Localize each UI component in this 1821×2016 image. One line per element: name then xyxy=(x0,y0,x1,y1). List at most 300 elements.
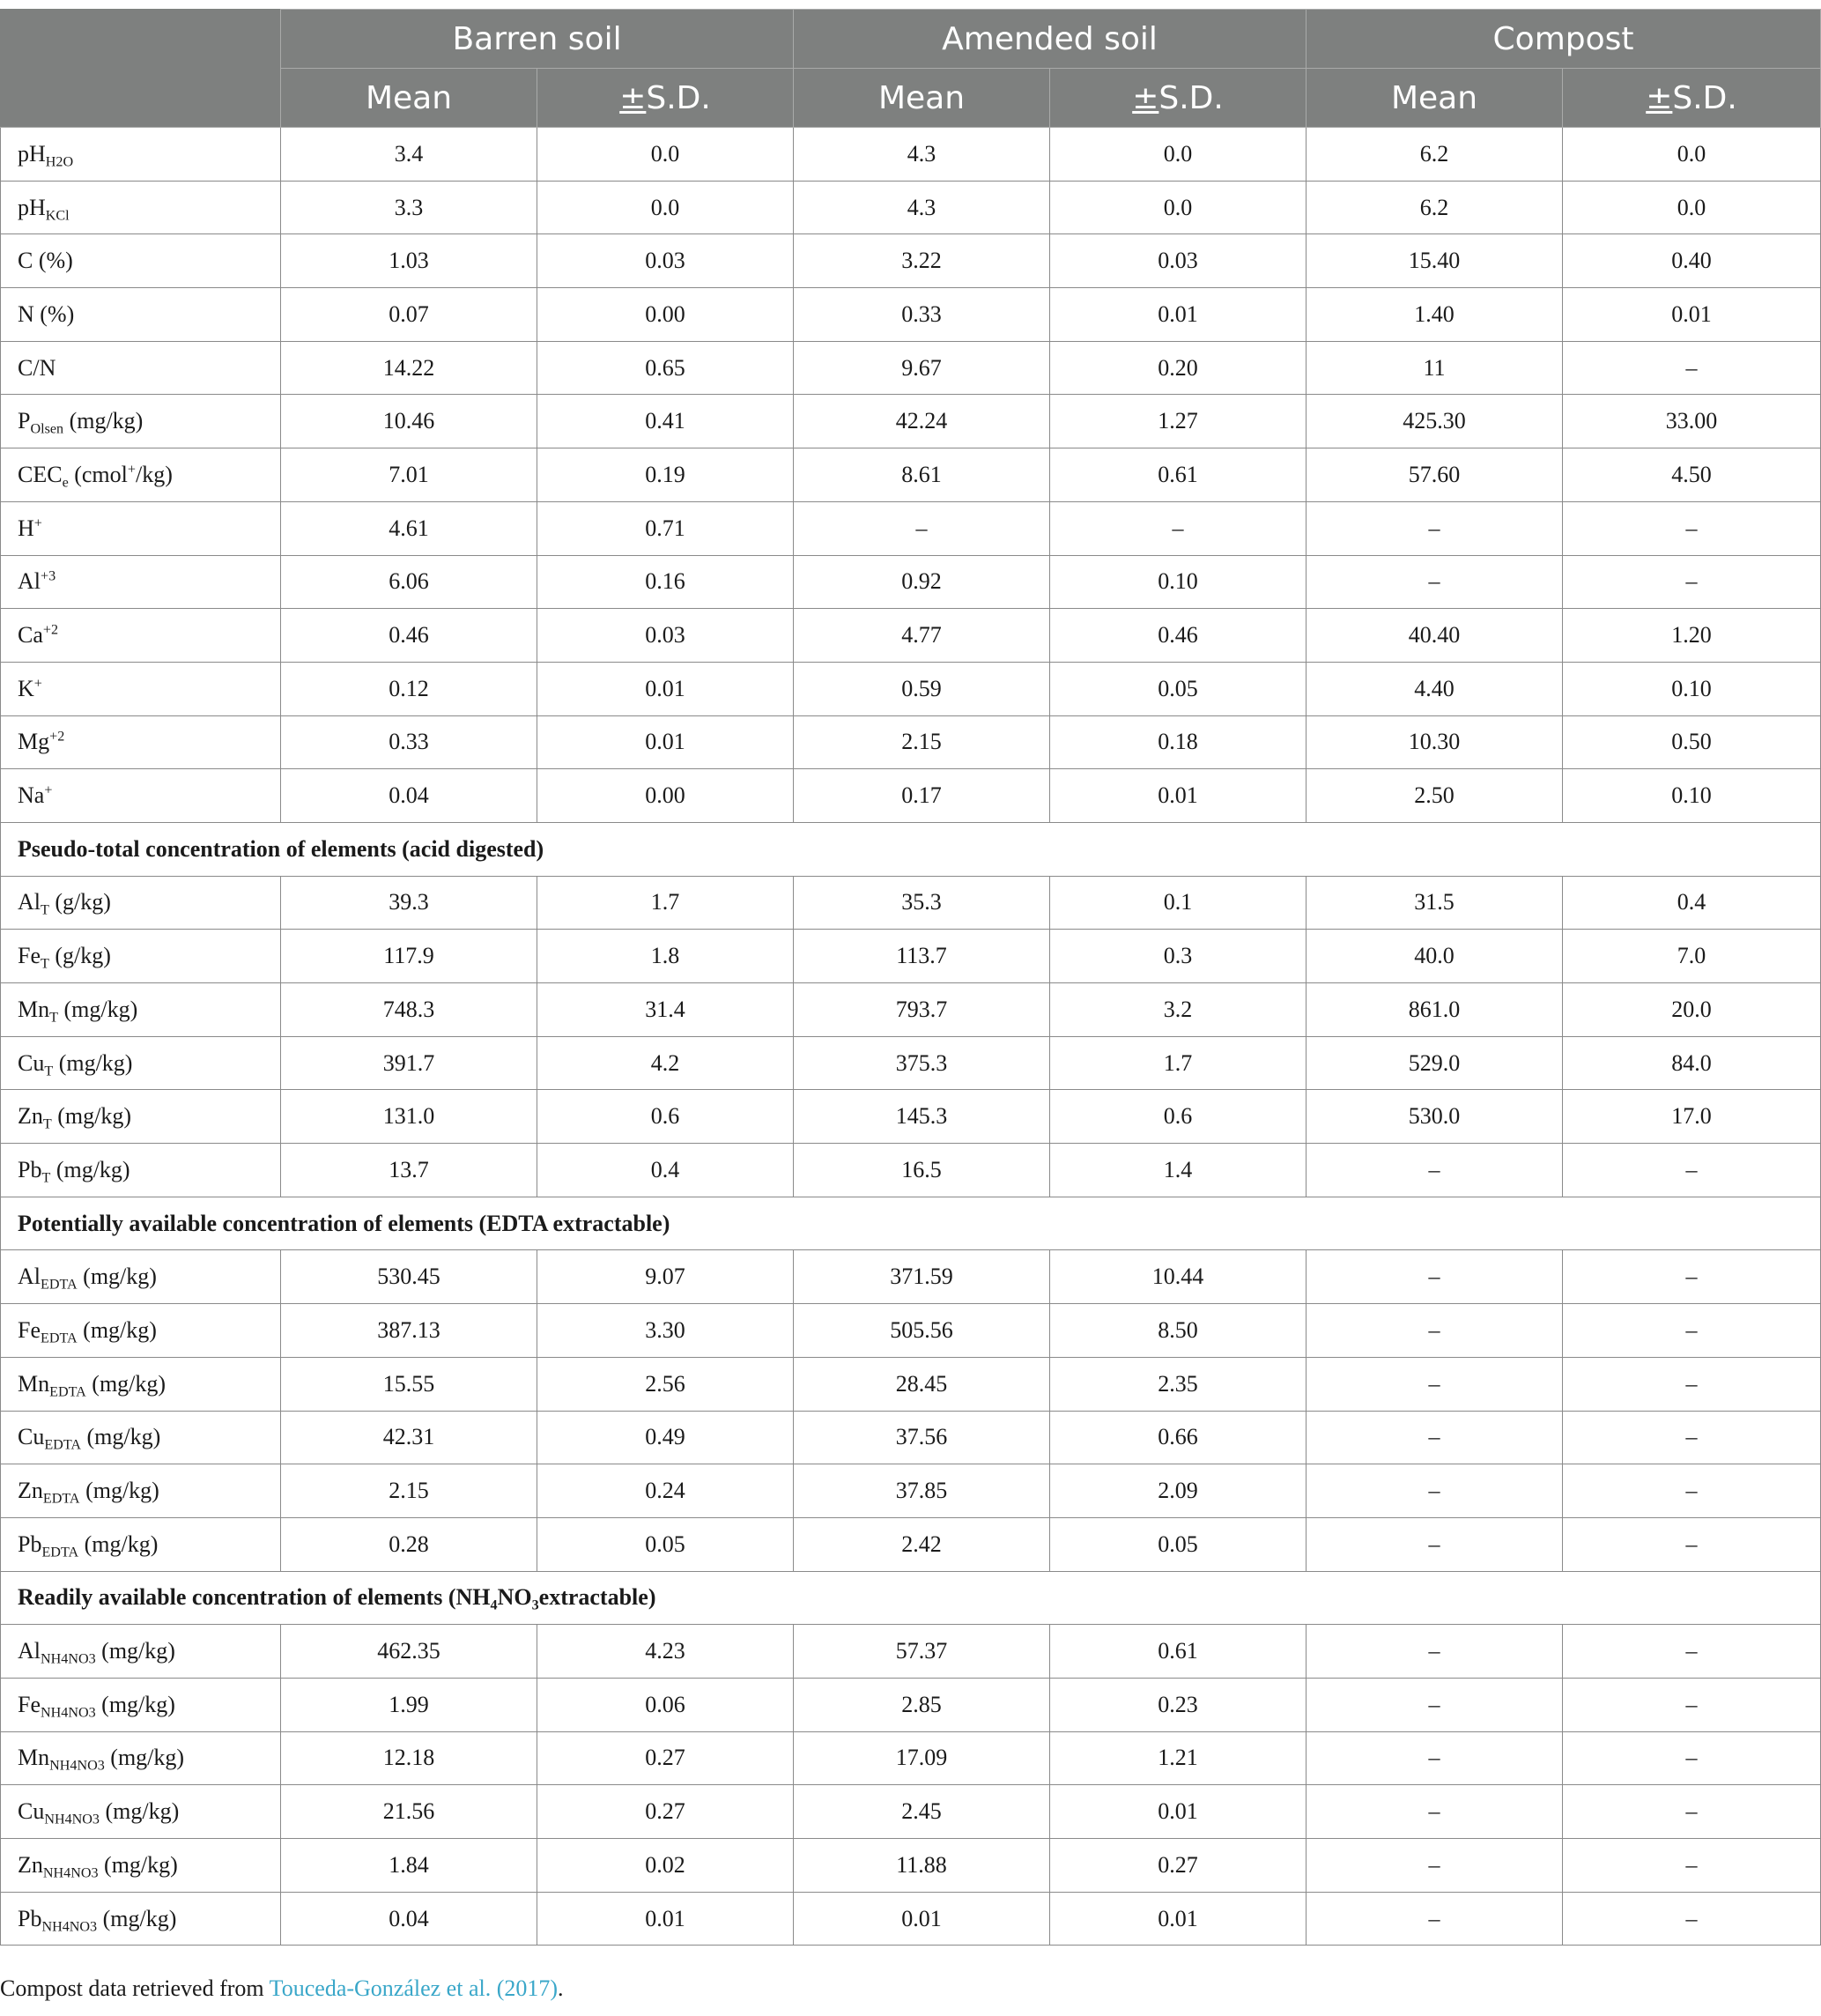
amended-sd-cell: 10.44 xyxy=(1050,1250,1307,1304)
parameter-base: Al xyxy=(18,1264,41,1290)
compost-mean-cell: 529.0 xyxy=(1307,1036,1563,1090)
barren-mean-cell: 0.04 xyxy=(281,1892,537,1946)
header-sd-label: S.D. xyxy=(1672,79,1737,116)
parameter-base: Al xyxy=(18,889,41,915)
barren-mean-cell: 15.55 xyxy=(281,1357,537,1411)
compost-sd-cell: – xyxy=(1563,1839,1821,1893)
section-title-base: Pseudo-total concentration of elements (acid digested) xyxy=(18,835,544,862)
compost-sd-cell: 4.50 xyxy=(1563,448,1821,502)
barren-sd-cell: 0.01 xyxy=(537,662,794,715)
table-row xyxy=(1,234,1821,288)
amended-sd-cell: 1.7 xyxy=(1050,1036,1307,1090)
header-corner-cell xyxy=(1,10,281,128)
barren-sd-cell: 2.56 xyxy=(537,1357,794,1411)
parameter-sup: +2 xyxy=(49,729,65,745)
table-row xyxy=(1,341,1821,395)
barren-mean-cell: 12.18 xyxy=(281,1731,537,1785)
barren-mean-cell: 391.7 xyxy=(281,1036,537,1090)
parameter-rest: (mg/kg) xyxy=(81,1424,161,1450)
parameter-base: pH xyxy=(18,194,46,220)
compost-sd-cell: 84.0 xyxy=(1563,1036,1821,1090)
compost-mean-cell: – xyxy=(1307,1785,1563,1839)
compost-sd-cell: – xyxy=(1563,1731,1821,1785)
compost-sd-cell: – xyxy=(1563,341,1821,395)
section-header-row xyxy=(1,1571,1821,1625)
compost-sd-cell: – xyxy=(1563,1678,1821,1731)
compost-sd-cell: – xyxy=(1563,1892,1821,1946)
table-row xyxy=(1,1517,1821,1571)
parameter-base: P xyxy=(18,408,31,434)
compost-sd-cell: – xyxy=(1563,501,1821,555)
barren-mean-cell: 1.03 xyxy=(281,234,537,288)
table-row xyxy=(1,501,1821,555)
amended-sd-cell: 2.35 xyxy=(1050,1357,1307,1411)
compost-mean-cell: – xyxy=(1307,501,1563,555)
parameter-base: Fe xyxy=(18,1316,41,1343)
barren-mean-cell: 1.99 xyxy=(281,1678,537,1731)
amended-mean-cell: 4.77 xyxy=(794,609,1050,663)
parameter-sub: NH4NO3 xyxy=(42,1865,99,1881)
compost-sd-cell: 0.4 xyxy=(1563,876,1821,930)
compost-sd-cell: 0.40 xyxy=(1563,234,1821,288)
parameter-base: H xyxy=(18,515,34,541)
parameter-sup2: + xyxy=(127,462,136,478)
compost-sd-cell: 0.50 xyxy=(1563,715,1821,769)
table-row xyxy=(1,1411,1821,1464)
parameter-rest: (mg/kg) xyxy=(53,1049,133,1076)
section-title xyxy=(1,1571,1821,1625)
amended-mean-cell: 11.88 xyxy=(794,1839,1050,1893)
parameter-rest: (mg/kg) xyxy=(95,1638,175,1664)
barren-sd-cell: 0.4 xyxy=(537,1144,794,1197)
section-title-sub2: 3 xyxy=(531,1598,539,1614)
header-sd xyxy=(537,69,794,128)
amended-sd-cell: 0.46 xyxy=(1050,609,1307,663)
barren-sd-cell: 0.49 xyxy=(537,1411,794,1464)
parameter-base: Al xyxy=(18,1638,41,1664)
compost-sd-cell: – xyxy=(1563,1517,1821,1571)
barren-mean-cell: 131.0 xyxy=(281,1090,537,1144)
barren-mean-cell: 42.31 xyxy=(281,1411,537,1464)
compost-sd-cell: 0.10 xyxy=(1563,769,1821,823)
table-row xyxy=(1,1839,1821,1893)
parameter-cell xyxy=(1,1731,281,1785)
section-title-mid: NO xyxy=(497,1584,532,1611)
parameter-rest: (mg/kg) xyxy=(98,1851,178,1878)
barren-sd-cell: 0.41 xyxy=(537,395,794,448)
amended-sd-cell: 0.05 xyxy=(1050,1517,1307,1571)
section-title xyxy=(1,1197,1821,1250)
parameter-base: Pb xyxy=(18,1531,42,1557)
parameter-base: Al xyxy=(18,568,41,595)
parameter-rest: (mg/kg) xyxy=(95,1691,175,1717)
barren-mean-cell: 1.84 xyxy=(281,1839,537,1893)
parameter-rest: (g/kg) xyxy=(48,943,111,969)
barren-mean-cell: 3.4 xyxy=(281,128,537,182)
parameter-rest: (mg/kg) xyxy=(100,1798,180,1825)
parameter-cell xyxy=(1,1517,281,1571)
barren-sd-cell: 0.03 xyxy=(537,609,794,663)
parameter-sub: T xyxy=(41,1170,51,1186)
header-sd-label: S.D. xyxy=(1158,79,1224,116)
plus-minus-symbol: ± xyxy=(1646,79,1673,116)
amended-mean-cell: 4.3 xyxy=(794,181,1050,234)
amended-mean-cell: 9.67 xyxy=(794,341,1050,395)
compost-sd-cell: – xyxy=(1563,1304,1821,1358)
barren-sd-cell: 0.01 xyxy=(537,1892,794,1946)
barren-mean-cell: 387.13 xyxy=(281,1304,537,1358)
amended-mean-cell: 371.59 xyxy=(794,1250,1050,1304)
parameter-base: Pb xyxy=(18,1905,42,1931)
amended-sd-cell: 0.0 xyxy=(1050,128,1307,182)
parameter-rest: (mg/kg) xyxy=(78,1531,159,1557)
amended-mean-cell: 35.3 xyxy=(794,876,1050,930)
header-group-compost: Compost xyxy=(1307,10,1821,69)
parameter-sup: + xyxy=(33,515,42,530)
amended-mean-cell: 4.3 xyxy=(794,128,1050,182)
barren-mean-cell: 0.04 xyxy=(281,769,537,823)
parameter-cell xyxy=(1,1678,281,1731)
parameter-cell xyxy=(1,1036,281,1090)
amended-mean-cell: 0.33 xyxy=(794,288,1050,342)
parameter-sub: EDTA xyxy=(42,1491,80,1507)
parameter-base: C/N xyxy=(18,354,56,381)
parameter-sup: +2 xyxy=(42,622,59,638)
barren-sd-cell: 9.07 xyxy=(537,1250,794,1304)
amended-sd-cell: 0.01 xyxy=(1050,1892,1307,1946)
header-group-row xyxy=(1,10,1821,69)
parameter-sub: NH4NO3 xyxy=(41,1705,96,1721)
table-row xyxy=(1,1144,1821,1197)
parameter-rest: (mg/kg) xyxy=(51,1103,131,1130)
amended-sd-cell: 1.4 xyxy=(1050,1144,1307,1197)
barren-mean-cell: 4.61 xyxy=(281,501,537,555)
compost-mean-cell: – xyxy=(1307,1625,1563,1679)
barren-mean-cell: 6.06 xyxy=(281,555,537,609)
parameter-cell xyxy=(1,128,281,182)
parameter-sub: T xyxy=(41,903,49,919)
parameter-base: Fe xyxy=(18,943,41,969)
barren-mean-cell: 10.46 xyxy=(281,395,537,448)
amended-mean-cell: 145.3 xyxy=(794,1090,1050,1144)
parameter-cell xyxy=(1,501,281,555)
amended-mean-cell: 113.7 xyxy=(794,930,1050,983)
barren-mean-cell: 0.07 xyxy=(281,288,537,342)
parameter-cell xyxy=(1,1411,281,1464)
parameter-cell xyxy=(1,609,281,663)
parameter-cell xyxy=(1,1144,281,1197)
parameter-base: Cu xyxy=(18,1424,45,1450)
amended-mean-cell: 37.85 xyxy=(794,1464,1050,1518)
parameter-rest: (mg/kg) xyxy=(63,408,144,434)
compost-mean-cell: 425.30 xyxy=(1307,395,1563,448)
amended-mean-cell: 2.85 xyxy=(794,1678,1050,1731)
parameter-sub: EDTA xyxy=(49,1384,86,1400)
parameter-sub: EDTA xyxy=(41,1330,78,1346)
compost-sd-cell: 0.01 xyxy=(1563,288,1821,342)
amended-mean-cell: 0.01 xyxy=(794,1892,1050,1946)
compost-sd-cell: – xyxy=(1563,1464,1821,1518)
barren-mean-cell: 3.3 xyxy=(281,181,537,234)
compost-mean-cell: – xyxy=(1307,1411,1563,1464)
footnote-suffix: . xyxy=(558,1975,564,2001)
amended-sd-cell: 0.0 xyxy=(1050,181,1307,234)
amended-mean-cell: 57.37 xyxy=(794,1625,1050,1679)
barren-sd-cell: 4.23 xyxy=(537,1625,794,1679)
barren-mean-cell: 39.3 xyxy=(281,876,537,930)
parameter-rest: (mg/kg) xyxy=(77,1264,157,1290)
amended-sd-cell: 0.61 xyxy=(1050,1625,1307,1679)
reference-link[interactable]: Touceda-González et al. (2017) xyxy=(269,1975,559,2001)
amended-mean-cell: – xyxy=(794,501,1050,555)
barren-mean-cell: 21.56 xyxy=(281,1785,537,1839)
table-row xyxy=(1,715,1821,769)
parameter-base: pH xyxy=(18,140,46,167)
parameter-sub: Olsen xyxy=(30,421,64,437)
barren-mean-cell: 0.46 xyxy=(281,609,537,663)
barren-mean-cell: 462.35 xyxy=(281,1625,537,1679)
parameter-base: Ca xyxy=(18,622,43,649)
barren-mean-cell: 530.45 xyxy=(281,1250,537,1304)
compost-mean-cell: – xyxy=(1307,1678,1563,1731)
header-group-amended-soil: Amended soil xyxy=(794,10,1307,69)
barren-mean-cell: 13.7 xyxy=(281,1144,537,1197)
parameter-base: Zn xyxy=(18,1103,43,1130)
compost-sd-cell: – xyxy=(1563,1357,1821,1411)
parameter-sub: T xyxy=(49,1010,58,1026)
table-row xyxy=(1,1464,1821,1518)
amended-mean-cell: 505.56 xyxy=(794,1304,1050,1358)
amended-sd-cell: 8.50 xyxy=(1050,1304,1307,1358)
table-row xyxy=(1,769,1821,823)
amended-mean-cell: 2.15 xyxy=(794,715,1050,769)
amended-sd-cell: 0.01 xyxy=(1050,1785,1307,1839)
amended-mean-cell: 3.22 xyxy=(794,234,1050,288)
barren-mean-cell: 0.33 xyxy=(281,715,537,769)
compost-mean-cell: – xyxy=(1307,1304,1563,1358)
amended-sd-cell: 3.2 xyxy=(1050,983,1307,1037)
barren-mean-cell: 14.22 xyxy=(281,341,537,395)
amended-sd-cell: 1.27 xyxy=(1050,395,1307,448)
header-sd xyxy=(1050,69,1307,128)
compost-sd-cell: 7.0 xyxy=(1563,930,1821,983)
compost-mean-cell: 10.30 xyxy=(1307,715,1563,769)
parameter-base: Cu xyxy=(18,1049,45,1076)
compost-sd-cell: – xyxy=(1563,1144,1821,1197)
section-header-row xyxy=(1,822,1821,876)
parameter-base: CEC xyxy=(18,461,63,487)
parameter-base: Mg xyxy=(18,729,50,755)
parameter-base: Zn xyxy=(18,1851,43,1878)
parameter-cell xyxy=(1,181,281,234)
compost-sd-cell: 0.10 xyxy=(1563,662,1821,715)
barren-sd-cell: 0.02 xyxy=(537,1839,794,1893)
header-sd xyxy=(1563,69,1821,128)
compost-sd-cell: 20.0 xyxy=(1563,983,1821,1037)
compost-sd-cell: 17.0 xyxy=(1563,1090,1821,1144)
barren-sd-cell: 0.65 xyxy=(537,341,794,395)
amended-mean-cell: 8.61 xyxy=(794,448,1050,502)
barren-mean-cell: 7.01 xyxy=(281,448,537,502)
table-row xyxy=(1,983,1821,1037)
parameter-base: Mn xyxy=(18,1370,50,1397)
section-title-base: Readily available concentration of elements (NH xyxy=(18,1584,491,1611)
compost-mean-cell: 1.40 xyxy=(1307,288,1563,342)
footnote-prefix: Compost data retrieved from xyxy=(0,1975,270,2001)
parameter-rest: (g/kg) xyxy=(48,889,111,915)
parameter-cell xyxy=(1,1785,281,1839)
barren-sd-cell: 0.27 xyxy=(537,1731,794,1785)
amended-sd-cell: 0.01 xyxy=(1050,769,1307,823)
barren-sd-cell: 0.0 xyxy=(537,181,794,234)
parameter-sub: e xyxy=(62,475,69,491)
barren-sd-cell: 1.8 xyxy=(537,930,794,983)
compost-mean-cell: – xyxy=(1307,1464,1563,1518)
section-title-base: Potentially available concentration of elements (EDTA extractable) xyxy=(18,1210,670,1236)
table-row xyxy=(1,395,1821,448)
amended-sd-cell: 0.66 xyxy=(1050,1411,1307,1464)
table-row xyxy=(1,128,1821,182)
parameter-base: N (%) xyxy=(18,300,75,327)
amended-sd-cell: 0.05 xyxy=(1050,662,1307,715)
barren-sd-cell: 0.27 xyxy=(537,1785,794,1839)
parameter-base: Zn xyxy=(18,1478,43,1504)
parameter-rest: (mg/kg) xyxy=(85,1370,167,1397)
compost-sd-cell: 0.0 xyxy=(1563,128,1821,182)
amended-mean-cell: 2.42 xyxy=(794,1517,1050,1571)
table-row xyxy=(1,1892,1821,1946)
compost-mean-cell: 40.0 xyxy=(1307,930,1563,983)
soil-properties-table xyxy=(0,9,1821,1946)
table-header xyxy=(1,10,1821,128)
amended-sd-cell: 0.20 xyxy=(1050,341,1307,395)
amended-sd-cell: 0.27 xyxy=(1050,1839,1307,1893)
amended-mean-cell: 0.17 xyxy=(794,769,1050,823)
parameter-rest: (mg/kg) xyxy=(50,1156,130,1182)
amended-mean-cell: 37.56 xyxy=(794,1411,1050,1464)
parameter-cell xyxy=(1,1090,281,1144)
table-row xyxy=(1,876,1821,930)
parameter-rest: (mg/kg) xyxy=(79,1478,159,1504)
amended-sd-cell: 0.01 xyxy=(1050,288,1307,342)
barren-mean-cell: 117.9 xyxy=(281,930,537,983)
parameter-cell xyxy=(1,341,281,395)
parameter-sup: + xyxy=(33,676,42,692)
parameter-sub: NH4NO3 xyxy=(41,1919,98,1935)
table-body xyxy=(1,128,1821,1946)
header-mean: Mean xyxy=(794,69,1050,128)
compost-mean-cell: 4.40 xyxy=(1307,662,1563,715)
barren-sd-cell: 0.16 xyxy=(537,555,794,609)
parameter-sub: EDTA xyxy=(41,1277,78,1293)
parameter-cell xyxy=(1,930,281,983)
compost-mean-cell: 57.60 xyxy=(1307,448,1563,502)
barren-sd-cell: 0.06 xyxy=(537,1678,794,1731)
compost-sd-cell: 33.00 xyxy=(1563,395,1821,448)
parameter-sup: +3 xyxy=(41,568,56,584)
table-row xyxy=(1,1678,1821,1731)
parameter-cell xyxy=(1,1357,281,1411)
table-row xyxy=(1,1036,1821,1090)
table-row xyxy=(1,181,1821,234)
table-row xyxy=(1,609,1821,663)
parameter-base: K xyxy=(18,675,34,701)
table-footnote xyxy=(0,1975,564,2002)
header-mean: Mean xyxy=(281,69,537,128)
parameter-rest2: /kg) xyxy=(135,461,173,487)
parameter-cell xyxy=(1,769,281,823)
parameter-base: Cu xyxy=(18,1798,45,1825)
parameter-cell xyxy=(1,1892,281,1946)
compost-mean-cell: 6.2 xyxy=(1307,128,1563,182)
table-row xyxy=(1,555,1821,609)
amended-sd-cell: – xyxy=(1050,501,1307,555)
amended-sd-cell: 0.61 xyxy=(1050,448,1307,502)
section-title-sub: 4 xyxy=(490,1598,498,1614)
amended-sd-cell: 0.6 xyxy=(1050,1090,1307,1144)
barren-sd-cell: 31.4 xyxy=(537,983,794,1037)
barren-sd-cell: 0.01 xyxy=(537,715,794,769)
barren-mean-cell: 0.12 xyxy=(281,662,537,715)
amended-sd-cell: 0.3 xyxy=(1050,930,1307,983)
parameter-rest: (mg/kg) xyxy=(77,1316,157,1343)
parameter-base: Mn xyxy=(18,996,50,1022)
barren-sd-cell: 0.24 xyxy=(537,1464,794,1518)
parameter-base: Fe xyxy=(18,1691,41,1717)
compost-mean-cell: – xyxy=(1307,1250,1563,1304)
parameter-sub: NH4NO3 xyxy=(44,1812,100,1827)
parameter-sub: T xyxy=(41,956,49,972)
plus-minus-symbol: ± xyxy=(619,79,647,116)
parameter-cell xyxy=(1,662,281,715)
section-title xyxy=(1,822,1821,876)
compost-sd-cell: – xyxy=(1563,1411,1821,1464)
compost-mean-cell: – xyxy=(1307,1144,1563,1197)
compost-sd-cell: 1.20 xyxy=(1563,609,1821,663)
compost-sd-cell: – xyxy=(1563,1625,1821,1679)
amended-mean-cell: 17.09 xyxy=(794,1731,1050,1785)
compost-mean-cell: 6.2 xyxy=(1307,181,1563,234)
amended-mean-cell: 0.92 xyxy=(794,555,1050,609)
barren-sd-cell: 0.0 xyxy=(537,128,794,182)
amended-mean-cell: 793.7 xyxy=(794,983,1050,1037)
parameter-sub: NH4NO3 xyxy=(41,1651,96,1667)
header-sd-label: S.D. xyxy=(646,79,711,116)
parameter-cell xyxy=(1,715,281,769)
parameter-cell xyxy=(1,288,281,342)
table-row xyxy=(1,1090,1821,1144)
plus-minus-symbol: ± xyxy=(1132,79,1159,116)
parameter-cell xyxy=(1,555,281,609)
parameter-base: Mn xyxy=(18,1745,50,1771)
amended-sd-cell: 0.1 xyxy=(1050,876,1307,930)
amended-mean-cell: 2.45 xyxy=(794,1785,1050,1839)
compost-sd-cell: – xyxy=(1563,1785,1821,1839)
parameter-base: Na xyxy=(18,782,45,809)
table-row xyxy=(1,930,1821,983)
barren-mean-cell: 748.3 xyxy=(281,983,537,1037)
header-group-barren-soil: Barren soil xyxy=(281,10,794,69)
parameter-cell xyxy=(1,395,281,448)
compost-mean-cell: 11 xyxy=(1307,341,1563,395)
header-mean: Mean xyxy=(1307,69,1563,128)
compost-mean-cell: – xyxy=(1307,1517,1563,1571)
parameter-sub: NH4NO3 xyxy=(49,1759,105,1775)
parameter-sub: H2O xyxy=(45,154,74,170)
table-row xyxy=(1,1357,1821,1411)
amended-sd-cell: 0.23 xyxy=(1050,1678,1307,1731)
amended-sd-cell: 0.10 xyxy=(1050,555,1307,609)
